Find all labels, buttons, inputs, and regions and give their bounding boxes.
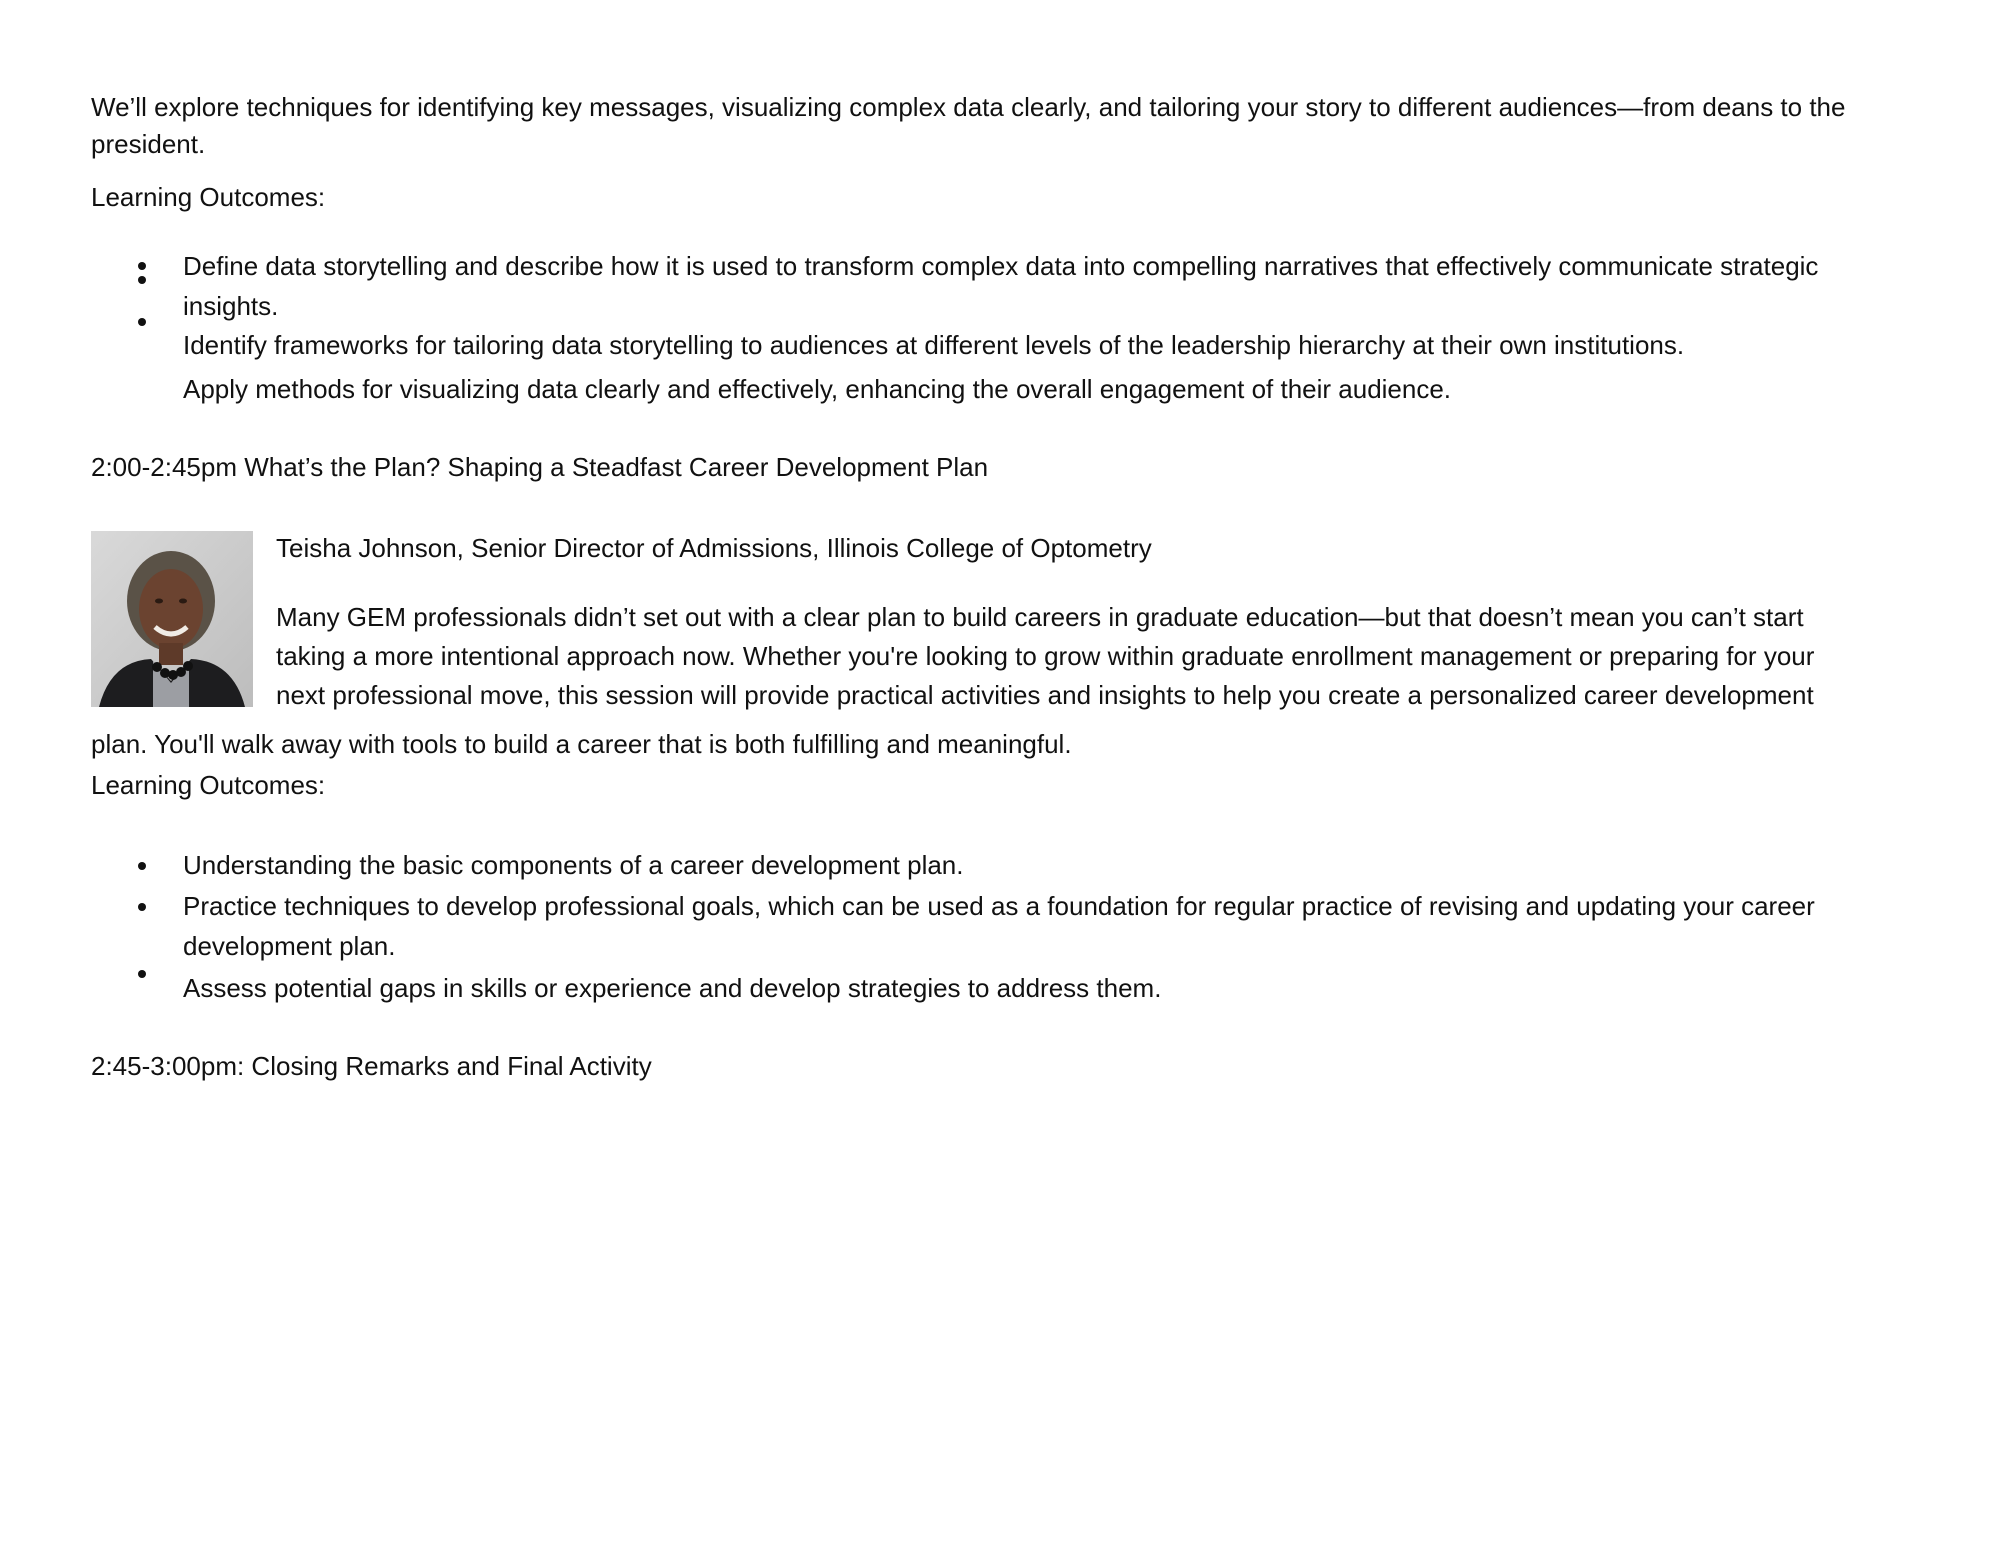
bullet-icon bbox=[138, 262, 146, 270]
outcome-item-1-line-2: insights. bbox=[183, 291, 279, 321]
intro-paragraph-line-1: We’ll explore techniques for identifying key messages, visualizing complex data clearly, and tailoring your story to different audiences—from deans to the bbox=[91, 92, 1846, 122]
speaker-name: Teisha Johnson, Senior Director of Admissions, Illinois College of Optometry bbox=[276, 533, 1152, 563]
outcome-item-1-line-1: Define data storytelling and describe how it is used to transform complex data into compelling narratives that effectively communicate strategic bbox=[183, 251, 1819, 281]
session-description-line-4: plan. You'll walk away with tools to build a career that is both fulfilling and meaningful. bbox=[91, 729, 1072, 759]
bullet-icon bbox=[138, 862, 146, 870]
learning-outcomes-label: Learning Outcomes: bbox=[91, 770, 326, 800]
session-description-line-3: next professional move, this session will provide practical activities and insights to help you create a personalized career development bbox=[276, 680, 1814, 710]
bullet-icon bbox=[138, 318, 146, 326]
speaker-photo bbox=[91, 531, 253, 707]
outcome-item-2-line-1: Practice techniques to develop professional goals, which can be used as a foundation for regular practice of revising and updating your career bbox=[183, 891, 1815, 921]
bullet-icon bbox=[138, 970, 146, 978]
outcome-item-3: Apply methods for visualizing data clearly and effectively, enhancing the overall engagement of their audience. bbox=[183, 374, 1452, 404]
outcome-item-1: Understanding the basic components of a career development plan. bbox=[183, 850, 964, 880]
closing-heading: 2:45-3:00pm: Closing Remarks and Final Activity bbox=[91, 1051, 652, 1081]
intro-paragraph-line-2: president. bbox=[91, 129, 206, 159]
session-description-line-1: Many GEM professionals didn’t set out with a clear plan to build careers in graduate education—but that doesn’t mean you can’t start bbox=[276, 602, 1804, 632]
outcome-item-2-line-2: development plan. bbox=[183, 931, 396, 961]
learning-outcomes-label: Learning Outcomes: bbox=[91, 182, 326, 212]
session-description-line-2: taking a more intentional approach now. Whether you're looking to grow within graduate enrollment management or preparing for your bbox=[276, 641, 1815, 671]
outcome-item-2: Identify frameworks for tailoring data storytelling to audiences at different levels of the leadership hierarchy at their own institutions. bbox=[183, 330, 1685, 360]
bullet-icon bbox=[138, 276, 146, 284]
outcome-item-3: Assess potential gaps in skills or experience and develop strategies to address them. bbox=[183, 973, 1162, 1003]
session-heading: 2:00-2:45pm What’s the Plan? Shaping a Steadfast Career Development Plan bbox=[91, 452, 989, 482]
bullet-icon bbox=[138, 903, 146, 911]
